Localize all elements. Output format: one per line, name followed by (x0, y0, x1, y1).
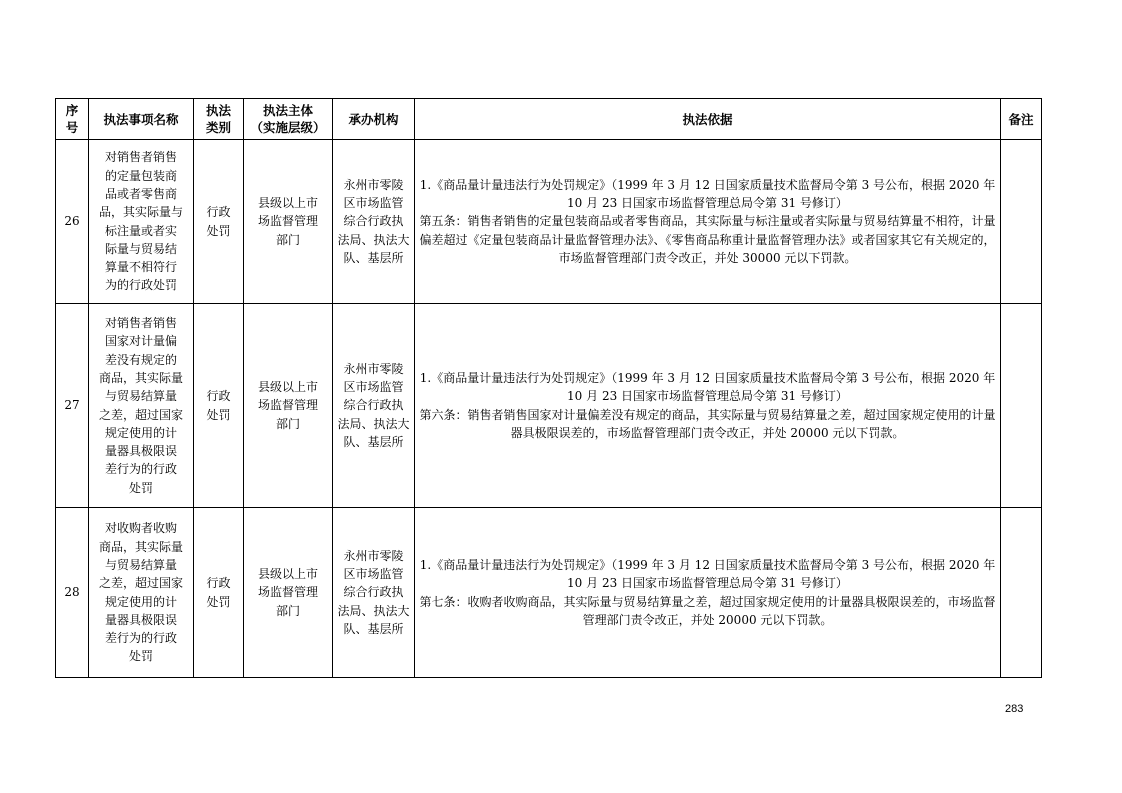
cell-remark (1001, 508, 1042, 678)
text-line: 部门 (275, 416, 300, 431)
text-line: 处罚 (206, 594, 231, 609)
text-line: 商品，其实际量 (98, 370, 183, 385)
text-line: 区市场监管 (343, 380, 404, 395)
cell-category (194, 508, 244, 678)
text-line: 差行为的行政 (104, 462, 177, 477)
text-line: 对销售者销售 (104, 150, 177, 165)
basis-paragraph: 第七条：收购者收购商品，其实际量与贸易结算量之差，超过国家规定使用的计量器具极限误差的，市场监督管理部门责令改正，并处 20000 元以下罚款。 (419, 594, 996, 627)
text-line: 与贸易结算量 (104, 557, 177, 572)
table-row (56, 304, 1042, 508)
text-line: 标注量或者实 (104, 223, 177, 238)
text-line: 行政 (206, 205, 231, 220)
text-line: 处罚 (206, 407, 231, 422)
table-header-row (56, 99, 1042, 140)
text-line: 规定使用的计 (104, 594, 177, 609)
text-line: 序 (65, 103, 79, 118)
header-seq (56, 99, 89, 140)
text-line: 号 (65, 120, 79, 135)
text-line: 区市场监管 (343, 196, 404, 211)
cell-subject (244, 140, 333, 304)
text-line: 国家对计量偏 (104, 334, 177, 349)
cell-basis (415, 508, 1001, 678)
text-line: 执法主体 (262, 103, 313, 118)
text-line: 法局、执法大 (337, 603, 410, 618)
text-line: 场监督管理 (257, 585, 318, 600)
cell-seq: 26 (56, 140, 89, 304)
cell-agency (333, 304, 415, 508)
cell-seq: 27 (56, 304, 89, 508)
cell-remark (1001, 140, 1042, 304)
basis-paragraph: 1.《商品量计量违法行为处罚规定》（1999 年 3 月 12 日国家质量技术监督局令第 3 号公布，根据 2020 年 10 月 23 日国家市场监督管理总局令第 31 号修订） (419, 370, 996, 404)
text-line: 际量与贸易结 (104, 241, 177, 256)
text-line: 量器具极限误 (104, 444, 177, 459)
text-line: 差没有规定的 (104, 352, 177, 367)
text-line: 队、基层所 (343, 250, 404, 265)
basis-paragraph: 第六条：销售者销售国家对计量偏差没有规定的商品，其实际量与贸易结算量之差，超过国家规定使用的计量器具极限误差的，市场监督管理部门责令改正，并处 20000 元以下罚款。 (419, 407, 996, 440)
cell-seq: 28 (56, 508, 89, 678)
text-line: （实施层级） (250, 120, 326, 135)
header-subject (244, 99, 333, 140)
text-line: 之差，超过国家 (98, 576, 183, 591)
text-line: 永州市零陵 (343, 548, 404, 563)
text-line: 县级以上市 (257, 567, 318, 582)
cell-category (194, 140, 244, 304)
cell-basis (415, 304, 1001, 508)
basis-paragraph: 1.《商品量计量违法行为处罚规定》（1999 年 3 月 12 日国家质量技术监督局令第 3 号公布，根据 2020 年 10 月 23 日国家市场监督管理总局令第 31 号修订） (419, 177, 996, 211)
text-line: 场监督管理 (257, 398, 318, 413)
cell-basis (415, 140, 1001, 304)
text-line: 商品，其实际量 (98, 539, 183, 554)
text-line: 场监督管理 (257, 214, 318, 229)
text-line: 处罚 (206, 223, 231, 238)
enforcement-items-table (55, 98, 1042, 678)
text-line: 与贸易结算量 (104, 389, 177, 404)
text-line: 部门 (275, 603, 300, 618)
text-line: 队、基层所 (343, 434, 404, 449)
header-item-name (89, 99, 194, 140)
text-line: 之差，超过国家 (98, 407, 183, 422)
text-line: 行政 (206, 576, 231, 591)
text-line: 算量不相符行 (104, 260, 177, 275)
text-line: 综合行政执 (343, 398, 404, 413)
text-line: 对收购者收购 (104, 521, 177, 536)
header-agency (333, 99, 415, 140)
header-basis (415, 99, 1001, 140)
cell-item-name (89, 140, 194, 304)
text-line: 综合行政执 (343, 585, 404, 600)
text-line: 的定量包装商 (104, 168, 177, 183)
text-line: 量器具极限误 (104, 612, 177, 627)
text-line: 差行为的行政 (104, 631, 177, 646)
basis-paragraph: 1.《商品量计量违法行为处罚规定》（1999 年 3 月 12 日国家质量技术监督局令第 3 号公布，根据 2020 年 10 月 23 日国家市场监督管理总局令第 31 号修订） (419, 557, 996, 591)
header-category (194, 99, 244, 140)
text-line: 品，其实际量与 (98, 205, 183, 220)
text-line: 区市场监管 (343, 567, 404, 582)
basis-paragraph: 第五条：销售者销售的定量包装商品或者零售商品，其实际量与标注量或者实际量与贸易结算量不相符，计量偏差超过《定量包装商品计量监督管理办法》、《零售商品称重计量监督管理办法》或者国家其它有关规定的，市场监督管理部门责令改正，并处 30000 元以下罚款。 (419, 214, 996, 265)
text-line: 队、基层所 (343, 621, 404, 636)
text-line: 部门 (275, 232, 300, 247)
table-row (56, 508, 1042, 678)
page-number: 283 (1005, 703, 1024, 715)
header-remark (1001, 99, 1042, 140)
table-row (56, 140, 1042, 304)
text-line: 行政 (206, 389, 231, 404)
text-line: 备注 (1008, 111, 1034, 127)
text-line: 法局、执法大 (337, 232, 410, 247)
cell-subject (244, 304, 333, 508)
cell-subject (244, 508, 333, 678)
text-line: 县级以上市 (257, 196, 318, 211)
text-line: 执法依据 (682, 111, 733, 127)
text-line: 永州市零陵 (343, 361, 404, 376)
text-line: 对销售者销售 (104, 316, 177, 331)
cell-remark (1001, 304, 1042, 508)
text-line: 执法 (205, 103, 231, 118)
cell-category (194, 304, 244, 508)
cell-agency (333, 140, 415, 304)
text-line: 类别 (205, 120, 231, 135)
text-line: 处罚 (128, 480, 153, 495)
text-line: 法局、执法大 (337, 416, 410, 431)
cell-agency (333, 508, 415, 678)
text-line: 规定使用的计 (104, 425, 177, 440)
text-line: 综合行政执 (343, 214, 404, 229)
text-line: 品或者零售商 (104, 186, 177, 201)
text-line: 处罚 (128, 649, 153, 664)
text-line: 永州市零陵 (343, 177, 404, 192)
text-line: 县级以上市 (257, 380, 318, 395)
text-line: 执法事项名称 (103, 111, 179, 127)
text-line: 为的行政处罚 (104, 278, 177, 293)
cell-item-name (89, 508, 194, 678)
text-line: 承办机构 (348, 111, 399, 127)
cell-item-name (89, 304, 194, 508)
